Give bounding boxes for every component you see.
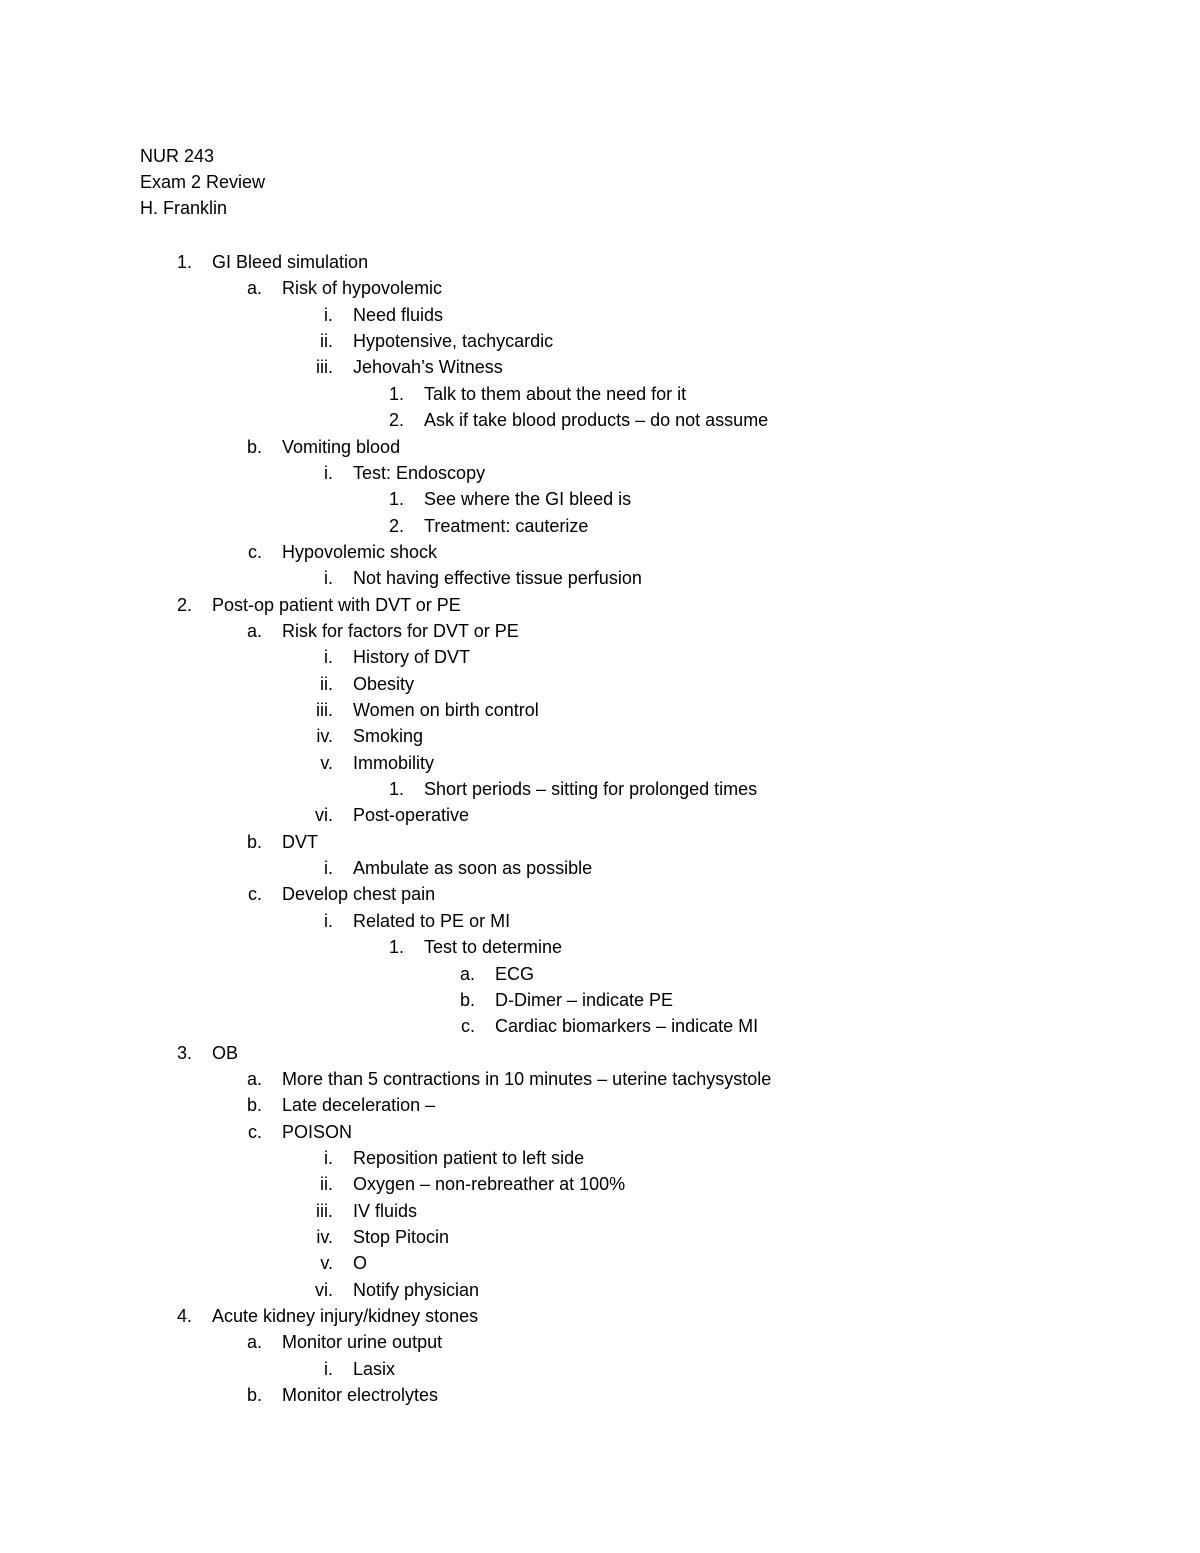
outline-item-level-3 xyxy=(0,723,1200,749)
outline-item-level-4 xyxy=(0,486,1200,512)
list-item-text: IV fluids xyxy=(353,1200,418,1221)
list-marker: 2. xyxy=(388,410,404,431)
list-marker: iii. xyxy=(316,1200,333,1221)
list-marker: 2. xyxy=(176,594,192,615)
outline-item-level-2 xyxy=(0,1119,1200,1145)
list-item-text: Oxygen – non-rebreather at 100% xyxy=(353,1174,626,1195)
list-item-text: Related to PE or MI xyxy=(353,910,511,931)
outline-item-level-4 xyxy=(0,407,1200,433)
list-marker: b. xyxy=(246,1385,262,1405)
outline-item-level-2 xyxy=(0,275,1200,301)
list-marker: b. xyxy=(246,436,262,457)
list-item-text: POISON xyxy=(282,1121,353,1142)
outline-item-level-3 xyxy=(0,697,1200,723)
list-item-text: O xyxy=(353,1253,368,1274)
list-marker: 1. xyxy=(388,383,404,404)
outline-item-level-2 xyxy=(0,618,1200,644)
list-marker: 2. xyxy=(388,515,404,536)
list-item-text: Women on birth control xyxy=(353,700,539,720)
list-item-text: Reposition patient to left side xyxy=(353,1147,585,1168)
list-marker: c. xyxy=(247,541,262,562)
outline-item-level-2 xyxy=(0,881,1200,907)
outline-item-level-3 xyxy=(0,1171,1200,1197)
list-marker: a. xyxy=(246,1068,262,1089)
list-marker: 3. xyxy=(176,1042,192,1063)
list-item-text: ECG xyxy=(495,963,535,984)
list-marker: c. xyxy=(247,1121,262,1142)
list-item-text: Risk of hypovolemic xyxy=(282,278,443,299)
list-item-text: Risk for factors for DVT or PE xyxy=(282,620,519,641)
list-item-text: Monitor electrolytes xyxy=(282,1385,439,1405)
outline-item-level-5 xyxy=(0,961,1200,987)
outline-item-level-3 xyxy=(0,644,1200,670)
outline-item-level-3 xyxy=(0,460,1200,486)
outline-item-level-3 xyxy=(0,1224,1200,1250)
list-item-text: Test: Endoscopy xyxy=(353,462,486,483)
list-marker: ii. xyxy=(320,331,333,352)
outline-item-level-3 xyxy=(0,671,1200,697)
list-marker: 1. xyxy=(388,779,404,799)
list-marker: v. xyxy=(320,1253,333,1274)
course-code: NUR 243 xyxy=(140,146,215,166)
list-marker: 1. xyxy=(388,489,404,510)
outline-item-level-3 xyxy=(0,302,1200,328)
outline-item-level-3 xyxy=(0,908,1200,934)
list-marker: i. xyxy=(324,858,333,879)
list-marker: i. xyxy=(324,1358,333,1379)
list-marker: vi. xyxy=(315,805,333,826)
list-marker: b. xyxy=(246,831,262,852)
list-marker: i. xyxy=(324,568,333,589)
outline-item-level-3 xyxy=(0,1198,1200,1224)
outline-item-level-4 xyxy=(0,934,1200,960)
list-item-text: History of DVT xyxy=(353,647,471,668)
list-marker: iv. xyxy=(316,726,333,747)
outline-item-level-3 xyxy=(0,855,1200,881)
list-marker: b. xyxy=(246,1095,262,1116)
list-marker: 1. xyxy=(176,252,192,272)
list-item-text: Not having effective tissue perfusion xyxy=(353,568,642,589)
list-marker: a. xyxy=(459,963,475,984)
outline-item-level-2 xyxy=(0,1092,1200,1118)
outline-item-level-2 xyxy=(0,539,1200,565)
outline-item-level-3 xyxy=(0,354,1200,380)
outline-item-level-2 xyxy=(0,434,1200,460)
list-item-text: See where the GI bleed is xyxy=(424,489,632,510)
outline-item-level-4 xyxy=(0,381,1200,407)
author-name: H. Franklin xyxy=(140,198,228,218)
list-marker: i. xyxy=(324,1147,333,1168)
list-marker: vi. xyxy=(315,1279,333,1300)
list-item-text: More than 5 contractions in 10 minutes – uterine tachysystole xyxy=(282,1068,772,1089)
list-marker: c. xyxy=(460,1016,475,1037)
outline-item-level-2 xyxy=(0,829,1200,855)
list-item-text: Acute kidney injury/kidney stones xyxy=(212,1306,479,1326)
list-item-text: Jehovah’s Witness xyxy=(353,357,503,378)
list-marker: i. xyxy=(324,304,333,325)
list-marker: i. xyxy=(324,910,333,931)
list-item-text: Vomiting blood xyxy=(282,436,401,457)
outline-item-level-2 xyxy=(0,1066,1200,1092)
list-item-text: Short periods – sitting for prolonged times xyxy=(424,779,758,799)
outline-item-level-1 xyxy=(0,1303,1200,1329)
list-marker: iv. xyxy=(316,1227,333,1247)
list-marker: ii. xyxy=(320,1174,333,1195)
list-item-text: Ambulate as soon as possible xyxy=(353,858,593,879)
list-item-text: GI Bleed simulation xyxy=(212,252,369,272)
outline-item-level-3 xyxy=(0,1356,1200,1382)
list-item-text: Late deceleration – xyxy=(282,1095,436,1116)
list-item-text: OB xyxy=(212,1042,239,1063)
list-marker: c. xyxy=(247,884,262,905)
list-item-text: Need fluids xyxy=(353,304,444,325)
outline-item-level-2 xyxy=(0,1329,1200,1355)
list-item-text: Stop Pitocin xyxy=(353,1227,450,1247)
list-marker: a. xyxy=(246,1332,262,1353)
list-item-text: Immobility xyxy=(353,752,435,773)
list-item-text: D-Dimer – indicate PE xyxy=(495,989,674,1010)
list-marker: v. xyxy=(320,752,333,773)
outline-item-level-5 xyxy=(0,1013,1200,1039)
list-item-text: DVT xyxy=(282,831,318,852)
outline-item-level-3 xyxy=(0,750,1200,776)
list-item-text: Hypotensive, tachycardic xyxy=(353,331,554,352)
list-marker: 4. xyxy=(176,1306,192,1326)
outline-item-level-3 xyxy=(0,802,1200,828)
list-item-text: Test to determine xyxy=(424,937,563,958)
list-item-text: Monitor urine output xyxy=(282,1332,443,1353)
list-marker: iii. xyxy=(316,357,333,378)
outline-item-level-3 xyxy=(0,328,1200,354)
outline-item-level-4 xyxy=(0,513,1200,539)
list-marker: i. xyxy=(324,647,333,668)
list-marker: a. xyxy=(246,620,262,641)
outline-item-level-1 xyxy=(0,249,1200,275)
list-marker: 1. xyxy=(388,937,404,958)
outline-item-level-5 xyxy=(0,987,1200,1013)
list-marker: i. xyxy=(324,462,333,483)
list-item-text: Notify physician xyxy=(353,1279,480,1300)
list-item-text: Cardiac biomarkers – indicate MI xyxy=(495,1016,759,1037)
outline-item-level-2 xyxy=(0,1382,1200,1408)
list-item-text: Ask if take blood products – do not assume xyxy=(424,410,769,431)
outline-item-level-1 xyxy=(0,1040,1200,1066)
outline-item-level-1 xyxy=(0,592,1200,618)
list-marker: b. xyxy=(459,989,475,1010)
outline-item-level-3 xyxy=(0,565,1200,591)
list-item-text: Lasix xyxy=(353,1358,396,1379)
list-item-text: Hypovolemic shock xyxy=(282,541,438,562)
list-item-text: Talk to them about the need for it xyxy=(424,383,687,404)
outline-item-level-3 xyxy=(0,1277,1200,1303)
list-marker: iii. xyxy=(316,700,333,720)
list-item-text: Post-operative xyxy=(353,805,470,826)
outline-item-level-3 xyxy=(0,1250,1200,1276)
list-item-text: Treatment: cauterize xyxy=(424,515,589,536)
list-item-text: Smoking xyxy=(353,726,424,747)
list-item-text: Develop chest pain xyxy=(282,884,436,905)
list-marker: a. xyxy=(246,278,262,299)
list-item-text: Obesity xyxy=(353,673,415,694)
list-marker: ii. xyxy=(320,673,333,694)
outline-item-level-3 xyxy=(0,1145,1200,1171)
outline-item-level-4 xyxy=(0,776,1200,802)
document-title: Exam 2 Review xyxy=(140,172,266,192)
list-item-text: Post-op patient with DVT or PE xyxy=(212,594,461,615)
